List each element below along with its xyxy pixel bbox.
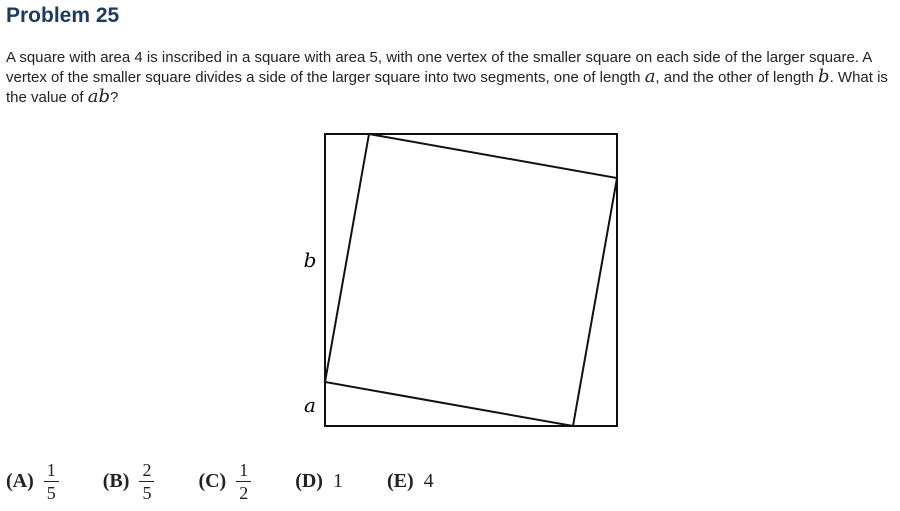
problem-statement <box>6 48 896 107</box>
choice-a-numerator: 1 <box>46 459 56 480</box>
choice-b-fraction <box>139 459 154 504</box>
inner-square <box>325 134 617 426</box>
answer-choices <box>6 455 478 507</box>
choice-a-denominator: 5 <box>44 481 59 504</box>
choice-e[interactable] <box>387 470 434 493</box>
choice-d-value: 1 <box>332 469 343 492</box>
choice-c-numerator: 1 <box>239 459 249 480</box>
choice-c-letter: (C) <box>198 469 227 492</box>
label-b: b <box>303 248 317 272</box>
variable-a: a <box>644 66 656 87</box>
choice-c-denominator: 2 <box>236 481 251 504</box>
choice-d-letter: (D) <box>295 469 323 492</box>
choice-e-value: 4 <box>423 469 434 492</box>
choice-a-letter: (A) <box>6 469 34 492</box>
outer-square <box>325 134 617 426</box>
variable-b: b <box>818 66 830 87</box>
choice-b[interactable] <box>103 459 155 504</box>
expression-ab: ab <box>87 86 110 107</box>
inscribed-squares-figure <box>296 126 626 436</box>
problem-text-3: . What is the value of <box>6 69 888 106</box>
choice-a-fraction <box>44 459 59 504</box>
problem-text-2: , and the other of length <box>655 69 819 86</box>
choice-d[interactable] <box>295 470 343 493</box>
choice-a[interactable] <box>6 459 59 504</box>
problem-text-1: A square with area 4 is inscribed in a square with area 5, with one vertex of the smaller square on each side of the larger square. A vertex of the smaller square divides a side of the larger square into two segments, one of length <box>6 49 872 86</box>
choice-b-denominator: 5 <box>139 481 154 504</box>
choice-b-numerator: 2 <box>142 459 152 480</box>
label-a: a <box>304 393 316 417</box>
problem-text-4: ? <box>110 89 119 106</box>
choice-e-letter: (E) <box>386 469 414 492</box>
choice-c-fraction <box>236 459 251 504</box>
choice-c[interactable] <box>198 459 251 504</box>
choice-b-letter: (B) <box>102 469 130 492</box>
problem-title: Problem 25 <box>6 4 120 27</box>
